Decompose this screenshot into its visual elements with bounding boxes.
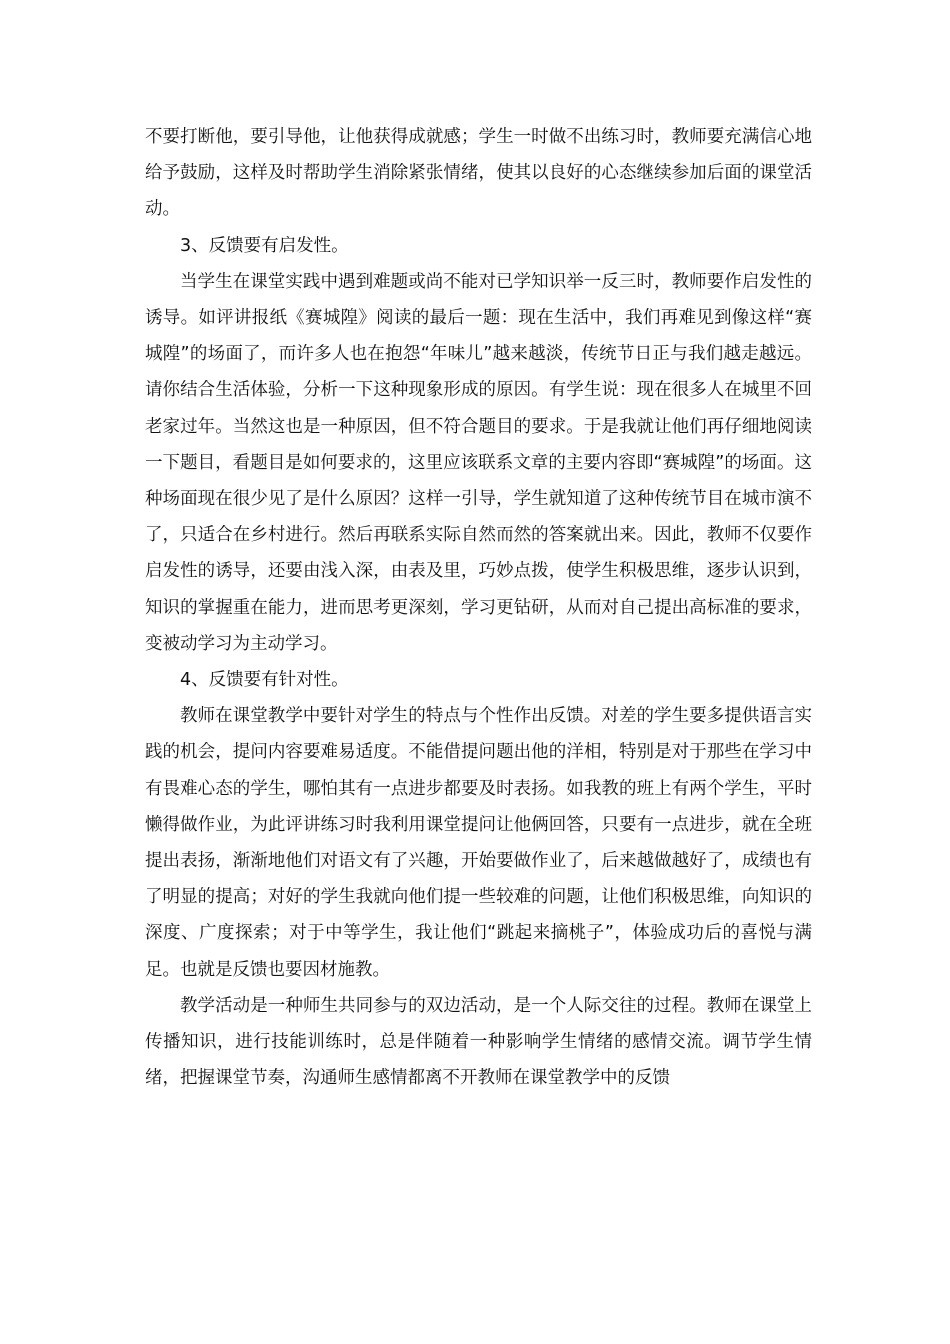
paragraph-continuation: 不要打断他，要引导他，让他获得成就感；学生一时做不出练习时，教师要充满信心地给予鼓励，这样及时帮助学生消除紧张情绪，使其以良好的心态继续参加后面的课堂活动。 <box>145 127 812 220</box>
paragraph-teaching-activity: 教学活动是一种师生共同参与的双边活动，是一个人际交往的过程。教师在课堂上传播知识，进行技能训练时，总是伴随着一种影响学生情绪的感情交流。调节学生情绪，把握课堂节奏，沟通师生感情都离不开教师在课堂教学中的反馈 <box>145 995 812 1089</box>
paragraph-targeted-feedback: 教师在课堂教学中要针对学生的特点与个性作出反馈。对差的学生要多提供语言实践的机会，提问内容要难易适度。不能借提问题出他的洋相，特别是对于那些在学习中有畏难心态的学生，哪怕其有一点进步都要及时表扬。如我教的班上有两个学生，平时懒得做作业，为此评讲练习时我利用课堂提问让他俩回答，只要有一点进步，就在全班提出表扬，渐渐地他们对语文有了兴趣，开始要做作业了，后来越做越好了，成绩也有了明显的提高；对好的学生我就向他们提一些较难的问题，让他们积极思维，向知识的深度、广度探索；对于中等学生，我让他们“跳起来摘桃子”，体验成功后的喜悦与满足。也就是反馈也要因材施教。 <box>145 706 812 980</box>
section-heading-3: 3、反馈要有启发性。 <box>180 235 349 256</box>
paragraph-heuristic-feedback: 当学生在课堂实践中遇到难题或尚不能对已学知识举一反三时，教师要作启发性的诱导。如评讲报纸《赛城隍》阅读的最后一题：现在生活中，我们再难见到像这样“赛城隍”的场面了，而许多人也在抱怨“年味儿”越来越淡，传统节日正与我们越走越远。请你结合生活体验，分析一下这种现象形成的原因。有学生说：现在很多人在城里不回老家过年。当然这也是一种原因，但不符合题目的要求。于是我就让他们再仔细地阅读一下题目，看题目是如何要求的，这里应该联系文章的主要内容即“赛城隍”的场面。这种场面现在很少见了是什么原因？这样一引导，学生就知道了这种传统节目在城市演不了，只适合在乡村进行。然后再联系实际自然而然的答案就出来。因此，教师不仅要作启发性的诱导，还要由浅入深，由表及里，巧妙点拨，使学生积极思维，逐步认识到，知识的掌握重在能力，进而思考更深刻，学习更钻研，从而对自己提出高标准的要求，变被动学习为主动学习。 <box>145 271 812 654</box>
section-heading-4: 4、反馈要有针对性。 <box>180 670 349 691</box>
document-body <box>145 119 812 1096</box>
